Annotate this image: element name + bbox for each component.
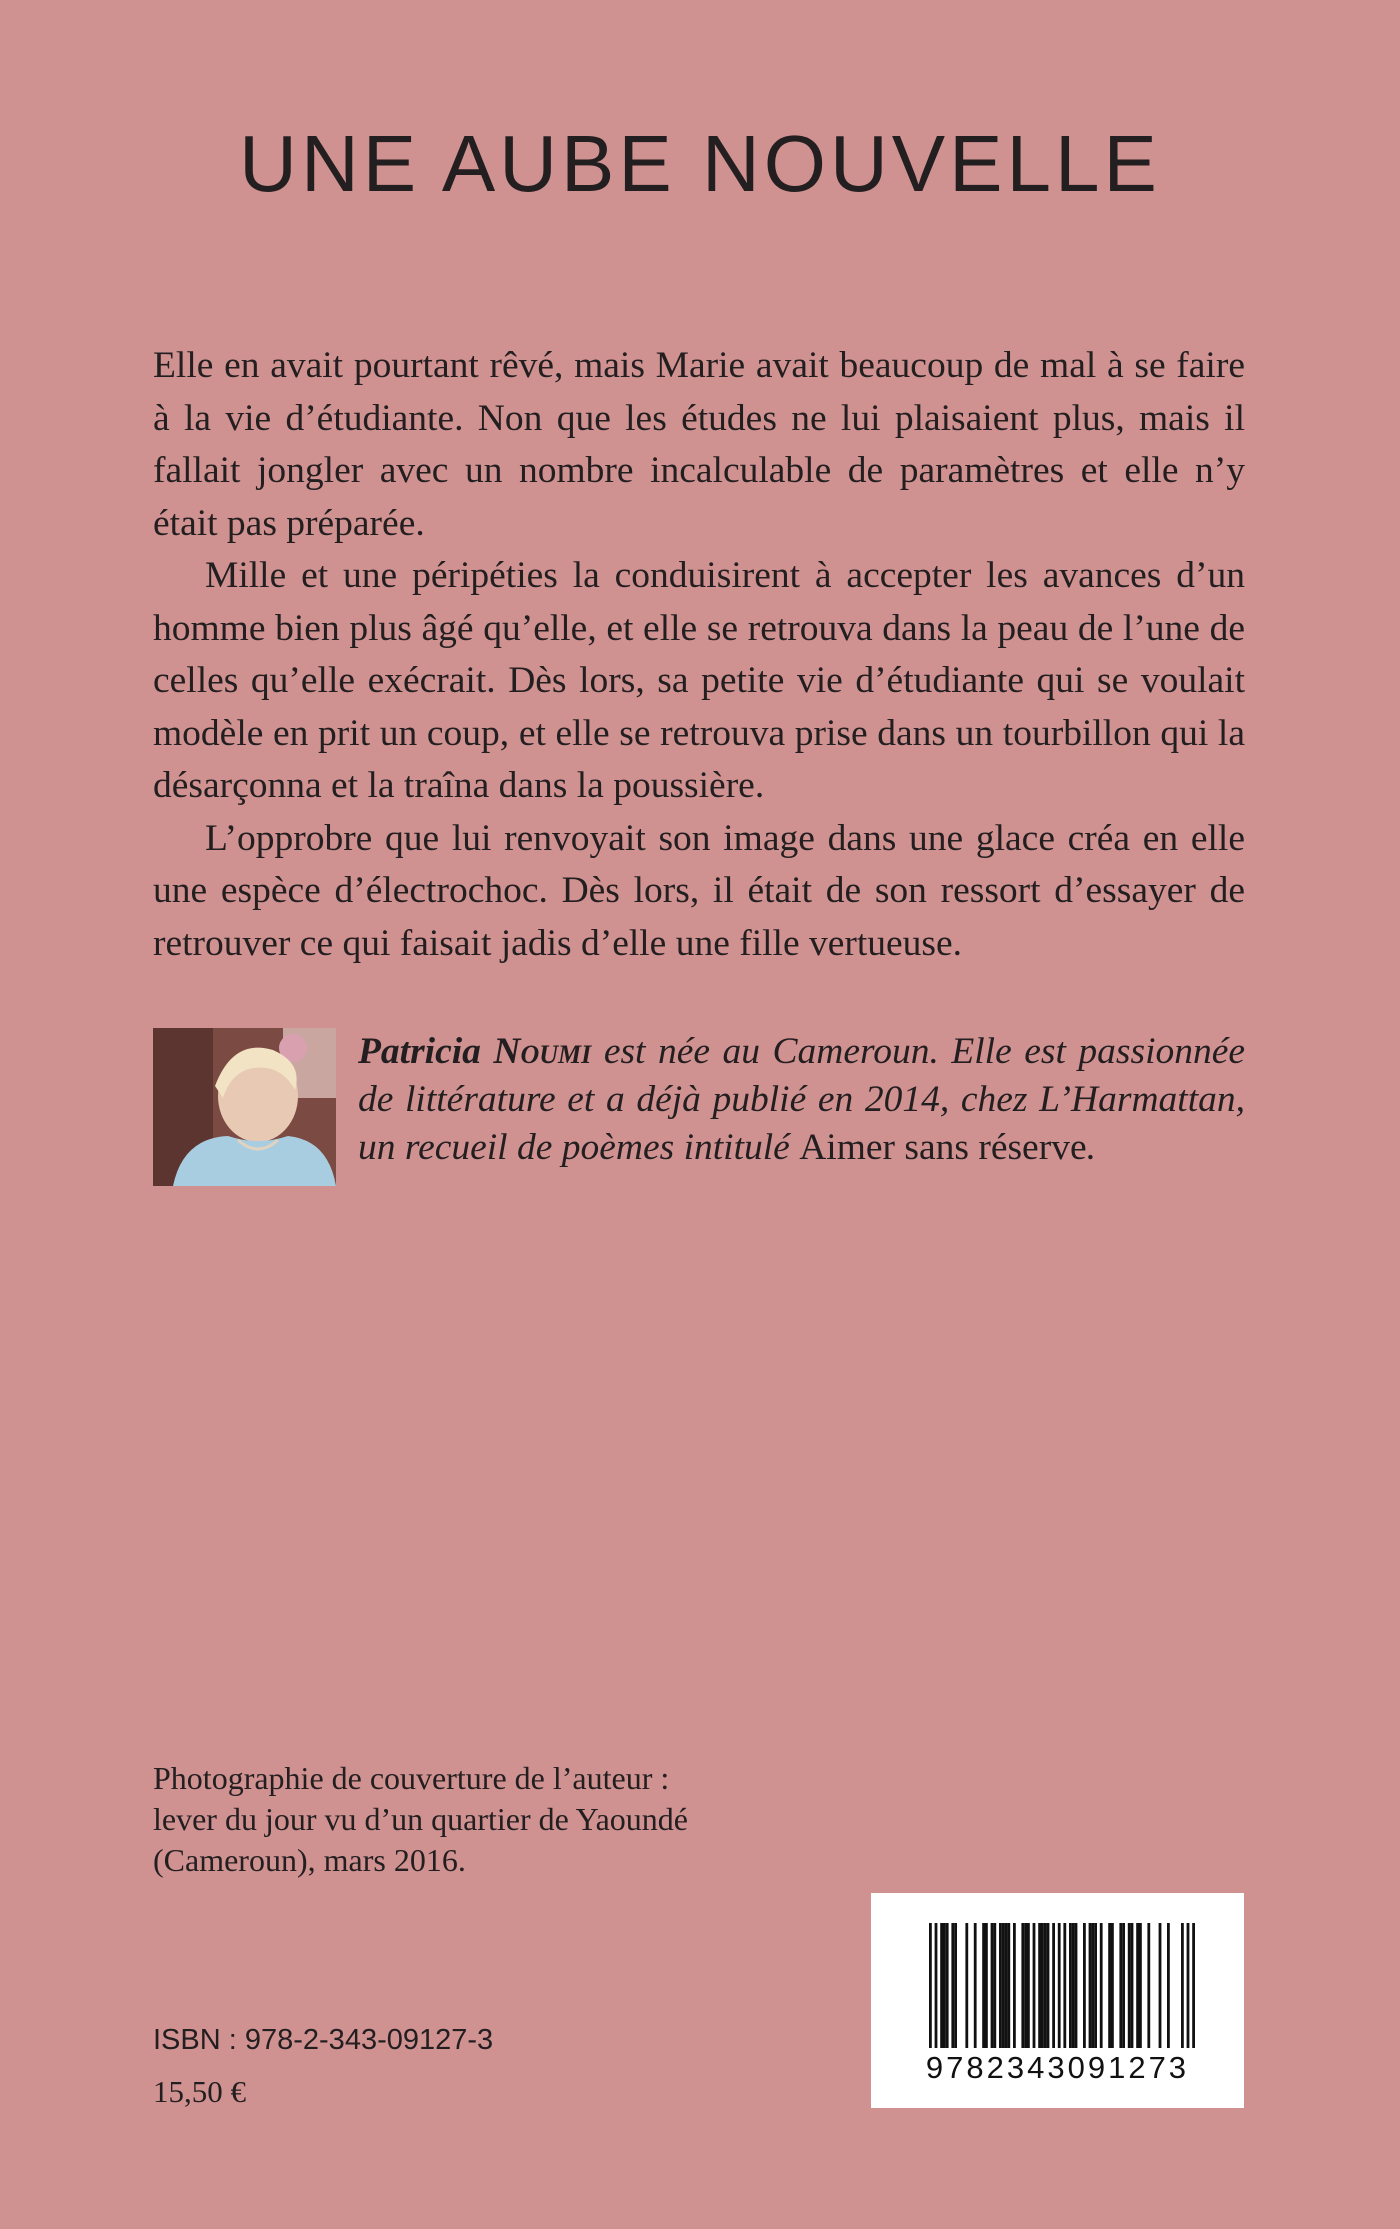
barcode-bar [1100,1923,1103,2048]
barcode-bar [1024,1923,1027,2048]
barcode-bar [1091,1923,1094,2048]
barcode-bar [985,1923,988,2048]
author-bio-text: est née au Cameroun. Elle est passionnée de littérature et a déjà publié en 2014, chez L’Harmattan, un recueil de poèmes intitulé [358,1031,1246,1168]
barcode-bar [1013,1923,1016,2048]
barcode-bar [946,1923,949,2048]
barcode-bar [1002,1923,1005,2048]
barcode-bar [965,1923,968,2048]
author-photo [153,1028,336,1186]
barcode-bar [974,1923,977,2048]
book-title: UNE AUBE NOUVELLE [239,119,1161,208]
barcode-bar [1136,1923,1139,2048]
barcode-bar [1119,1923,1122,2048]
barcode-bar [1058,1923,1061,2048]
barcode-bar [1007,1923,1010,2048]
barcode-bar [1027,1923,1030,2048]
blurb-paragraph: Elle en avait pourtant rêvé, mais Marie avait beaucoup de mal à se faire à la vie d’étudiante. Non que les études ne lui plaisaient plus, mais il fallait jongler avec un nombre incalculable de paramètres et elle n’y était pas préparée. [153,345,1245,544]
barcode-bar [1159,1923,1162,2048]
barcode-bar [1047,1923,1050,2048]
barcode-bar [1072,1923,1075,2048]
barcode-bar [1063,1923,1066,2048]
barcode-bar [1108,1923,1111,2048]
barcode-bar [1083,1923,1086,2048]
barcode-bar [1111,1923,1114,2048]
barcode-bar [1041,1923,1044,2048]
barcode-bar [943,1923,946,2048]
author-bio: Patricia Noumi est née au Cameroun. Elle est passionnée de littérature et a déjà publié en 2014, chez L’Harmattan, un recueil de poèmes intitulé Aimer sans réserve. [358,1031,1246,1168]
author-name: Patricia Noumi [358,1031,592,1072]
back-cover-blurb [153,340,1245,970]
barcode-bar [940,1923,943,2048]
price: 15,50 € [153,2074,246,2109]
barcode-bar [1131,1923,1134,2048]
barcode-digits: 9782343091273 [925,2050,1190,2085]
barcode-bar [1192,1923,1195,2048]
barcode-bar [1094,1923,1097,2048]
cover-photo-credit: Photographie de couverture de l’auteur : lever du jour vu d’un quartier de Yaoundé (Cameroun), mars 2016. [153,1760,688,1878]
barcode-bar [1122,1923,1125,2048]
barcode-bar [1147,1923,1150,2048]
barcode-bar [991,1923,994,2048]
barcode-bar [993,1923,996,2048]
barcode-bar [1167,1923,1170,2048]
barcode-bar [951,1923,954,2048]
barcode-bar [1052,1923,1055,2048]
isbn-number: ISBN : 978-2-343-09127-3 [153,2024,494,2056]
barcode-bar [1181,1923,1184,2048]
barcode-bar [1187,1923,1190,2048]
barcode-bar [1139,1923,1142,2048]
barcode-bar [1069,1923,1072,2048]
previous-book-title: Aimer sans réserve [799,1127,1087,1168]
blurb-paragraph: Mille et une péripéties la conduisirent à accepter les avances d’un homme bien plus âgé qu’elle, et elle se retrouva dans la peau de l’une de celles qu’elle exécrait. Dès lors, sa petite vie d’étudiante qui se voulait modèle en prit un coup, et elle se retrouva prise dans un tourbillon qui la désarçonna et la traîna dans la poussière. [153,555,1245,806]
barcode-bar [1038,1923,1041,2048]
barcode-bar [1128,1923,1131,2048]
barcode-bar [1005,1923,1008,2048]
isbn-barcode [871,1893,1244,2108]
barcode-bar [954,1923,957,2048]
barcode-bar [1021,1923,1024,2048]
barcode-bar [1044,1923,1047,2048]
barcode-bar [982,1923,985,2048]
barcode-bar [935,1923,938,2048]
barcode-bar [999,1923,1002,2048]
blurb-paragraph: L’opprobre que lui renvoyait son image dans une glace créa en elle une espèce d’électrochoc. Dès lors, il était de son ressort d’essayer de retrouver ce qui faisait jadis d’elle une fille vertueuse. [153,817,1245,964]
barcode-bar [929,1923,932,2048]
barcode-bar [1089,1923,1092,2048]
barcode-bar [1033,1923,1036,2048]
barcode-bar [1075,1923,1078,2048]
